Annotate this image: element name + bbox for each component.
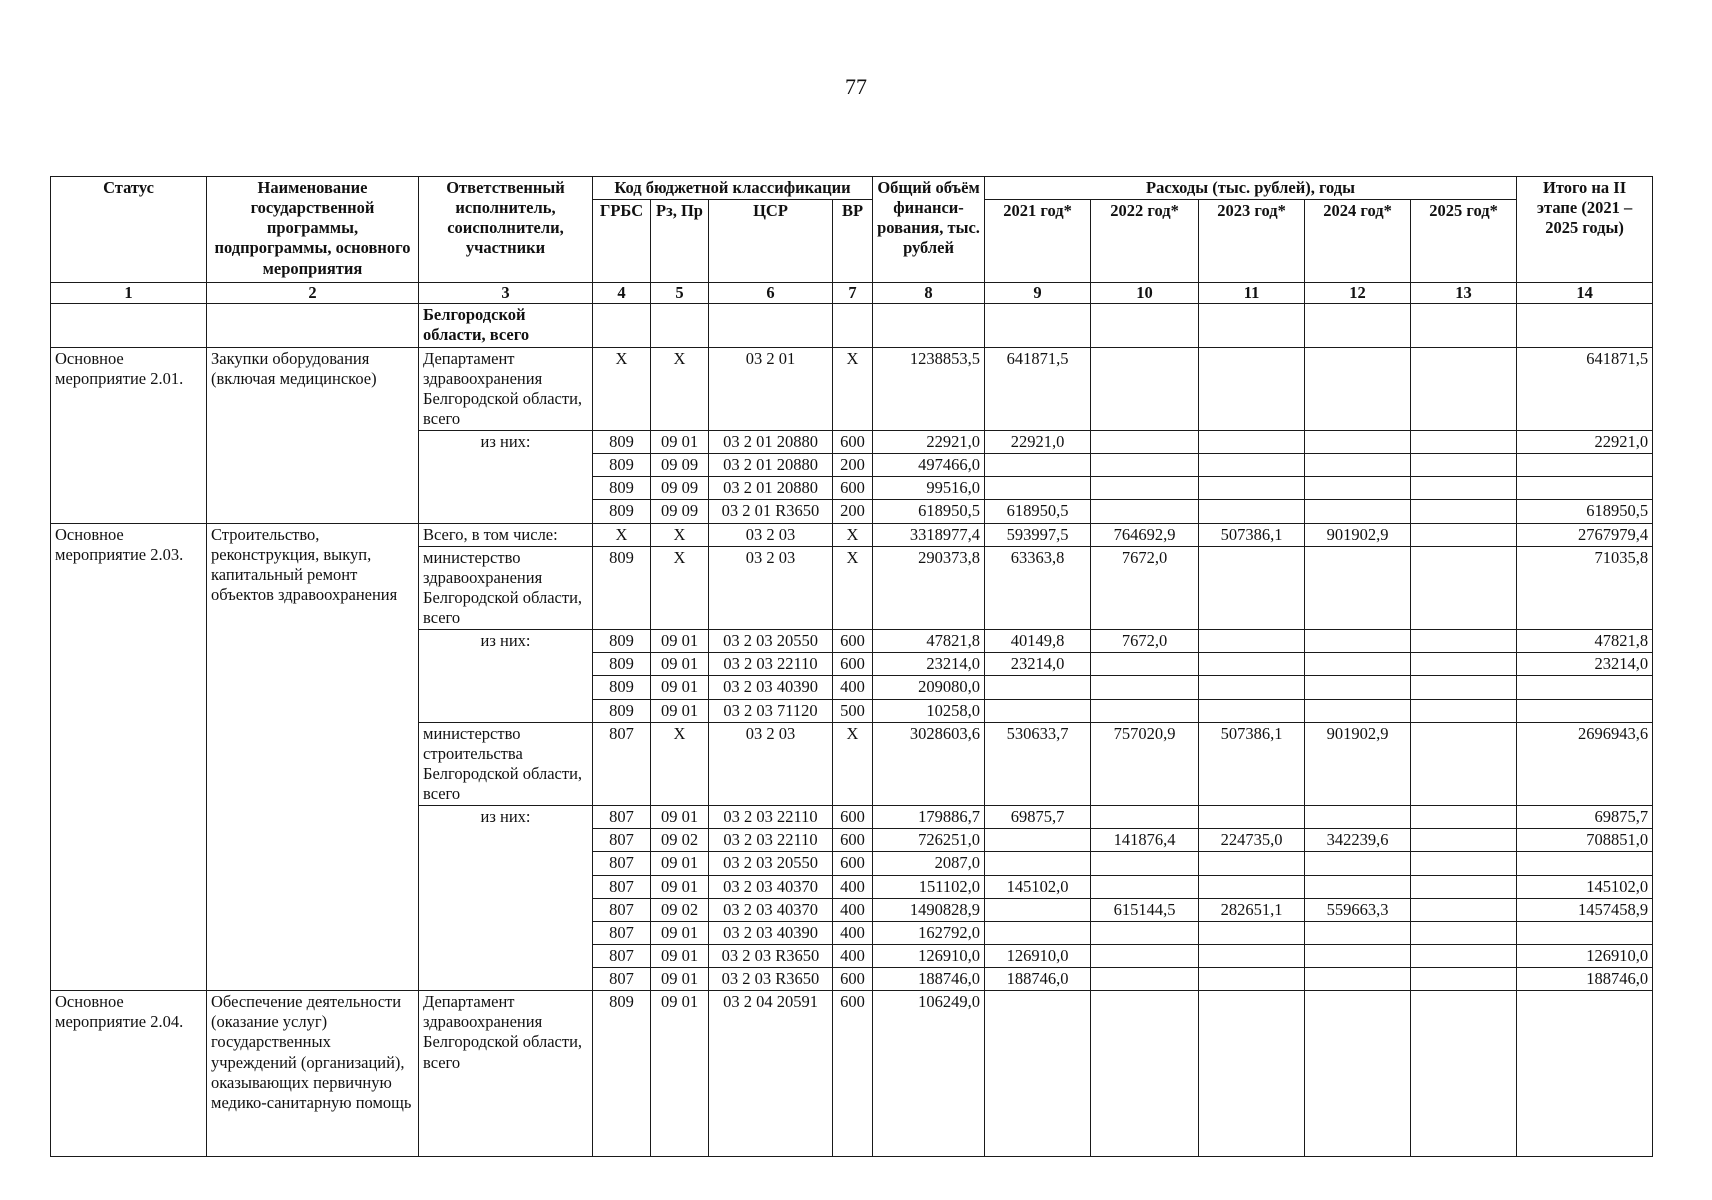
header-stage-total: Итого на II этапе (2021 – 2025 годы)	[1517, 177, 1653, 283]
year-2025-cell	[1411, 944, 1517, 967]
grbs-cell: 809	[593, 630, 651, 653]
grbs-cell: 809	[593, 676, 651, 699]
header-total-financing: Общий объём финанси-рования, тыс. рублей	[873, 177, 985, 283]
csr-cell: 03 2 03	[709, 546, 833, 630]
vr-cell: 600	[833, 991, 873, 1157]
program-name-cell: Закупки оборудования (включая медицинское)	[207, 347, 419, 523]
grbs-cell: 807	[593, 806, 651, 829]
csr-cell: 03 2 03 R3650	[709, 968, 833, 991]
grbs-cell	[593, 304, 651, 347]
year-2025-cell	[1411, 477, 1517, 500]
executor-cell: Белгородской области, всего	[419, 304, 593, 347]
year-2022-cell	[1091, 347, 1199, 431]
vr-cell: 500	[833, 699, 873, 722]
csr-cell: 03 2 03 R3650	[709, 944, 833, 967]
year-2024-cell: 901902,9	[1305, 523, 1411, 546]
total-cell: 1490828,9	[873, 898, 985, 921]
vr-cell: 600	[833, 653, 873, 676]
rzpr-cell: 09 01	[651, 431, 709, 454]
vr-cell: 400	[833, 944, 873, 967]
year-2021-cell	[985, 898, 1091, 921]
stage-total-cell: 641871,5	[1517, 347, 1653, 431]
rzpr-cell: 09 02	[651, 829, 709, 852]
column-number: 10	[1091, 283, 1199, 304]
executor-cell: министерство здравоохранения Белгородской области, всего	[419, 546, 593, 630]
header-year-2021: 2021 год*	[985, 200, 1091, 283]
vr-cell: 600	[833, 829, 873, 852]
year-2023-cell	[1199, 699, 1305, 722]
vr-cell: 600	[833, 852, 873, 875]
csr-cell: 03 2 03 40370	[709, 875, 833, 898]
total-cell: 497466,0	[873, 454, 985, 477]
stage-total-cell	[1517, 921, 1653, 944]
status-cell	[51, 304, 207, 347]
stage-total-cell: 1457458,9	[1517, 898, 1653, 921]
total-cell: 47821,8	[873, 630, 985, 653]
stage-total-cell: 69875,7	[1517, 806, 1653, 829]
year-2023-cell: 507386,1	[1199, 722, 1305, 806]
grbs-cell: 809	[593, 500, 651, 523]
year-2022-cell: 7672,0	[1091, 630, 1199, 653]
page-number: 77	[845, 74, 867, 99]
year-2022-cell	[1091, 676, 1199, 699]
year-2025-cell	[1411, 806, 1517, 829]
stage-total-cell: 2767979,4	[1517, 523, 1653, 546]
rzpr-cell: 09 01	[651, 676, 709, 699]
program-name-cell: Обеспечение деятельности (оказание услуг) государственных учреждений (организаций), оказывающих первичную медико-санитарную помощь	[207, 991, 419, 1157]
rzpr-cell: 09 01	[651, 944, 709, 967]
total-cell: 179886,7	[873, 806, 985, 829]
year-2022-cell	[1091, 304, 1199, 347]
year-2024-cell	[1305, 500, 1411, 523]
grbs-cell: 807	[593, 875, 651, 898]
column-number-row	[51, 283, 1653, 304]
total-cell: 99516,0	[873, 477, 985, 500]
year-2025-cell	[1411, 921, 1517, 944]
year-2024-cell	[1305, 806, 1411, 829]
csr-cell: 03 2 03 22110	[709, 653, 833, 676]
header-program-name: Наименование государственной программы, подпрограммы, основного мероприятия	[207, 177, 419, 283]
vr-cell: 200	[833, 500, 873, 523]
year-2021-cell: 641871,5	[985, 347, 1091, 431]
grbs-cell: 809	[593, 653, 651, 676]
csr-cell: 03 2 03 22110	[709, 829, 833, 852]
year-2021-cell: 69875,7	[985, 806, 1091, 829]
rzpr-cell: X	[651, 523, 709, 546]
year-2025-cell	[1411, 968, 1517, 991]
year-2022-cell: 764692,9	[1091, 523, 1199, 546]
rzpr-cell	[651, 304, 709, 347]
vr-cell: 200	[833, 454, 873, 477]
rzpr-cell: 09 01	[651, 991, 709, 1157]
header-executor: Ответственный исполнитель, соисполнители, участники	[419, 177, 593, 283]
rzpr-cell: 09 02	[651, 898, 709, 921]
stage-total-cell: 2696943,6	[1517, 722, 1653, 806]
year-2025-cell	[1411, 991, 1517, 1157]
grbs-cell: 809	[593, 546, 651, 630]
stage-total-cell	[1517, 304, 1653, 347]
year-2025-cell	[1411, 875, 1517, 898]
stage-total-cell: 23214,0	[1517, 653, 1653, 676]
year-2025-cell	[1411, 347, 1517, 431]
year-2023-cell	[1199, 991, 1305, 1157]
column-number: 12	[1305, 283, 1411, 304]
csr-cell: 03 2 03	[709, 523, 833, 546]
stage-total-cell: 618950,5	[1517, 500, 1653, 523]
total-cell: 209080,0	[873, 676, 985, 699]
column-number: 3	[419, 283, 593, 304]
header-year-2022: 2022 год*	[1091, 200, 1199, 283]
budget-table-container	[50, 176, 1652, 1157]
stage-total-cell: 145102,0	[1517, 875, 1653, 898]
year-2025-cell	[1411, 898, 1517, 921]
header-grbs: ГРБС	[593, 200, 651, 283]
year-2024-cell	[1305, 653, 1411, 676]
executor-cell: Всего, в том числе:	[419, 523, 593, 546]
csr-cell	[709, 304, 833, 347]
year-2024-cell	[1305, 944, 1411, 967]
column-number: 8	[873, 283, 985, 304]
year-2021-cell: 40149,8	[985, 630, 1091, 653]
csr-cell: 03 2 04 20591	[709, 991, 833, 1157]
rzpr-cell: 09 09	[651, 454, 709, 477]
year-2024-cell	[1305, 676, 1411, 699]
stage-total-cell	[1517, 454, 1653, 477]
rzpr-cell: 09 01	[651, 699, 709, 722]
table-row	[51, 347, 1653, 431]
year-2025-cell	[1411, 699, 1517, 722]
stage-total-cell	[1517, 676, 1653, 699]
year-2023-cell	[1199, 653, 1305, 676]
year-2022-cell: 615144,5	[1091, 898, 1199, 921]
year-2023-cell	[1199, 852, 1305, 875]
rzpr-cell: 09 01	[651, 875, 709, 898]
stage-total-cell: 47821,8	[1517, 630, 1653, 653]
year-2023-cell: 282651,1	[1199, 898, 1305, 921]
vr-cell: 400	[833, 898, 873, 921]
executor-cell: из них:	[419, 431, 593, 524]
year-2023-cell	[1199, 347, 1305, 431]
year-2021-cell: 22921,0	[985, 431, 1091, 454]
column-number: 9	[985, 283, 1091, 304]
year-2023-cell	[1199, 454, 1305, 477]
column-number: 2	[207, 283, 419, 304]
column-number: 7	[833, 283, 873, 304]
year-2025-cell	[1411, 630, 1517, 653]
total-cell: 3318977,4	[873, 523, 985, 546]
column-number: 4	[593, 283, 651, 304]
year-2024-cell	[1305, 852, 1411, 875]
csr-cell: 03 2 03 22110	[709, 806, 833, 829]
total-cell: 10258,0	[873, 699, 985, 722]
year-2024-cell	[1305, 347, 1411, 431]
csr-cell: 03 2 03 71120	[709, 699, 833, 722]
csr-cell: 03 2 03 20550	[709, 852, 833, 875]
column-number: 13	[1411, 283, 1517, 304]
year-2024-cell	[1305, 630, 1411, 653]
header-year-2024: 2024 год*	[1305, 200, 1411, 283]
total-cell: 162792,0	[873, 921, 985, 944]
year-2025-cell	[1411, 722, 1517, 806]
year-2022-cell	[1091, 653, 1199, 676]
csr-cell: 03 2 03 40390	[709, 921, 833, 944]
grbs-cell: 807	[593, 921, 651, 944]
column-number: 1	[51, 283, 207, 304]
header-status: Статус	[51, 177, 207, 283]
header-expenses-years: Расходы (тыс. рублей), годы	[985, 177, 1517, 200]
year-2022-cell: 7672,0	[1091, 546, 1199, 630]
year-2025-cell	[1411, 852, 1517, 875]
year-2021-cell	[985, 852, 1091, 875]
year-2024-cell	[1305, 991, 1411, 1157]
vr-cell: X	[833, 722, 873, 806]
year-2023-cell	[1199, 477, 1305, 500]
total-cell	[873, 304, 985, 347]
year-2023-cell: 224735,0	[1199, 829, 1305, 852]
rzpr-cell: 09 01	[651, 921, 709, 944]
rzpr-cell: 09 09	[651, 477, 709, 500]
year-2021-cell: 593997,5	[985, 523, 1091, 546]
year-2023-cell	[1199, 921, 1305, 944]
rzpr-cell: 09 01	[651, 968, 709, 991]
stage-total-cell	[1517, 852, 1653, 875]
year-2022-cell: 757020,9	[1091, 722, 1199, 806]
grbs-cell: X	[593, 523, 651, 546]
total-cell: 126910,0	[873, 944, 985, 967]
year-2023-cell	[1199, 944, 1305, 967]
executor-cell: Департамент здравоохранения Белгородской области, всего	[419, 991, 593, 1157]
year-2021-cell	[985, 699, 1091, 722]
total-cell: 618950,5	[873, 500, 985, 523]
vr-cell: 600	[833, 968, 873, 991]
year-2021-cell: 63363,8	[985, 546, 1091, 630]
year-2021-cell	[985, 829, 1091, 852]
csr-cell: 03 2 03 40370	[709, 898, 833, 921]
total-cell: 2087,0	[873, 852, 985, 875]
column-number: 6	[709, 283, 833, 304]
year-2024-cell	[1305, 304, 1411, 347]
year-2021-cell: 126910,0	[985, 944, 1091, 967]
year-2024-cell: 901902,9	[1305, 722, 1411, 806]
header-budget-code: Код бюджетной классификации	[593, 177, 873, 200]
year-2022-cell	[1091, 454, 1199, 477]
grbs-cell: 809	[593, 454, 651, 477]
vr-cell: X	[833, 523, 873, 546]
year-2021-cell	[985, 676, 1091, 699]
year-2023-cell	[1199, 546, 1305, 630]
year-2021-cell	[985, 304, 1091, 347]
vr-cell: 400	[833, 676, 873, 699]
rzpr-cell: 09 01	[651, 653, 709, 676]
year-2023-cell	[1199, 500, 1305, 523]
grbs-cell: 807	[593, 968, 651, 991]
year-2023-cell	[1199, 431, 1305, 454]
stage-total-cell	[1517, 991, 1653, 1157]
grbs-cell: 809	[593, 991, 651, 1157]
year-2022-cell	[1091, 852, 1199, 875]
year-2025-cell	[1411, 304, 1517, 347]
header-rzpr: Рз, Пр	[651, 200, 709, 283]
total-cell: 151102,0	[873, 875, 985, 898]
grbs-cell: 807	[593, 898, 651, 921]
header-year-2023: 2023 год*	[1199, 200, 1305, 283]
year-2022-cell	[1091, 699, 1199, 722]
grbs-cell: 807	[593, 852, 651, 875]
program-name-cell	[207, 304, 419, 347]
rzpr-cell: 09 01	[651, 806, 709, 829]
table-row	[51, 304, 1653, 347]
status-cell: Основное мероприятие 2.04.	[51, 991, 207, 1157]
program-name-cell: Строительство, реконструкция, выкуп, капитальный ремонт объектов здравоохранения	[207, 523, 419, 991]
year-2024-cell	[1305, 431, 1411, 454]
year-2024-cell	[1305, 454, 1411, 477]
year-2025-cell	[1411, 523, 1517, 546]
csr-cell: 03 2 03	[709, 722, 833, 806]
vr-cell: 400	[833, 921, 873, 944]
year-2021-cell: 23214,0	[985, 653, 1091, 676]
vr-cell: 600	[833, 630, 873, 653]
year-2023-cell	[1199, 676, 1305, 699]
year-2025-cell	[1411, 829, 1517, 852]
year-2023-cell	[1199, 875, 1305, 898]
csr-cell: 03 2 03 20550	[709, 630, 833, 653]
year-2021-cell: 145102,0	[985, 875, 1091, 898]
year-2023-cell	[1199, 630, 1305, 653]
year-2021-cell	[985, 454, 1091, 477]
year-2023-cell	[1199, 968, 1305, 991]
header-year-2025: 2025 год*	[1411, 200, 1517, 283]
csr-cell: 03 2 03 40390	[709, 676, 833, 699]
executor-cell: Департамент здравоохранения Белгородской области, всего	[419, 347, 593, 431]
rzpr-cell: X	[651, 722, 709, 806]
year-2024-cell	[1305, 477, 1411, 500]
grbs-cell: 809	[593, 477, 651, 500]
stage-total-cell	[1517, 699, 1653, 722]
year-2022-cell	[1091, 921, 1199, 944]
rzpr-cell: 09 09	[651, 500, 709, 523]
budget-table	[50, 176, 1653, 1157]
year-2024-cell	[1305, 546, 1411, 630]
executor-cell: министерство строительства Белгородской области, всего	[419, 722, 593, 806]
stage-total-cell	[1517, 477, 1653, 500]
total-cell: 22921,0	[873, 431, 985, 454]
year-2022-cell: 141876,4	[1091, 829, 1199, 852]
grbs-cell: 807	[593, 944, 651, 967]
year-2025-cell	[1411, 454, 1517, 477]
csr-cell: 03 2 01 20880	[709, 454, 833, 477]
year-2022-cell	[1091, 875, 1199, 898]
column-number: 11	[1199, 283, 1305, 304]
executor-cell: из них:	[419, 806, 593, 991]
csr-cell: 03 2 01 R3650	[709, 500, 833, 523]
stage-total-cell: 71035,8	[1517, 546, 1653, 630]
header-csr: ЦСР	[709, 200, 833, 283]
stage-total-cell: 126910,0	[1517, 944, 1653, 967]
status-cell: Основное мероприятие 2.03.	[51, 523, 207, 991]
rzpr-cell: 09 01	[651, 630, 709, 653]
header-vr: ВР	[833, 200, 873, 283]
csr-cell: 03 2 01 20880	[709, 431, 833, 454]
column-number: 14	[1517, 283, 1653, 304]
year-2023-cell	[1199, 806, 1305, 829]
rzpr-cell: 09 01	[651, 852, 709, 875]
vr-cell: 600	[833, 431, 873, 454]
year-2024-cell	[1305, 921, 1411, 944]
year-2022-cell	[1091, 944, 1199, 967]
table-row	[51, 991, 1653, 1157]
total-cell: 290373,8	[873, 546, 985, 630]
csr-cell: 03 2 01	[709, 347, 833, 431]
executor-cell: из них:	[419, 630, 593, 723]
total-cell: 1238853,5	[873, 347, 985, 431]
grbs-cell: X	[593, 347, 651, 431]
vr-cell	[833, 304, 873, 347]
year-2025-cell	[1411, 546, 1517, 630]
year-2022-cell	[1091, 806, 1199, 829]
vr-cell: X	[833, 347, 873, 431]
year-2025-cell	[1411, 676, 1517, 699]
table-row	[51, 523, 1653, 546]
status-cell: Основное мероприятие 2.01.	[51, 347, 207, 523]
rzpr-cell: X	[651, 347, 709, 431]
year-2025-cell	[1411, 653, 1517, 676]
vr-cell: 600	[833, 477, 873, 500]
year-2022-cell	[1091, 968, 1199, 991]
grbs-cell: 807	[593, 829, 651, 852]
total-cell: 106249,0	[873, 991, 985, 1157]
total-cell: 3028603,6	[873, 722, 985, 806]
vr-cell: X	[833, 546, 873, 630]
year-2021-cell: 530633,7	[985, 722, 1091, 806]
total-cell: 188746,0	[873, 968, 985, 991]
year-2024-cell	[1305, 968, 1411, 991]
year-2024-cell: 342239,6	[1305, 829, 1411, 852]
year-2021-cell	[985, 991, 1091, 1157]
year-2023-cell	[1199, 304, 1305, 347]
column-number: 5	[651, 283, 709, 304]
year-2024-cell: 559663,3	[1305, 898, 1411, 921]
vr-cell: 400	[833, 875, 873, 898]
year-2021-cell	[985, 921, 1091, 944]
year-2025-cell	[1411, 500, 1517, 523]
year-2022-cell	[1091, 991, 1199, 1157]
csr-cell: 03 2 01 20880	[709, 477, 833, 500]
stage-total-cell: 708851,0	[1517, 829, 1653, 852]
year-2024-cell	[1305, 875, 1411, 898]
year-2022-cell	[1091, 431, 1199, 454]
stage-total-cell: 188746,0	[1517, 968, 1653, 991]
year-2021-cell: 188746,0	[985, 968, 1091, 991]
total-cell: 726251,0	[873, 829, 985, 852]
year-2022-cell	[1091, 500, 1199, 523]
total-cell: 23214,0	[873, 653, 985, 676]
grbs-cell: 807	[593, 722, 651, 806]
vr-cell: 600	[833, 806, 873, 829]
grbs-cell: 809	[593, 431, 651, 454]
year-2025-cell	[1411, 431, 1517, 454]
year-2021-cell: 618950,5	[985, 500, 1091, 523]
stage-total-cell: 22921,0	[1517, 431, 1653, 454]
year-2022-cell	[1091, 477, 1199, 500]
year-2021-cell	[985, 477, 1091, 500]
grbs-cell: 809	[593, 699, 651, 722]
year-2023-cell: 507386,1	[1199, 523, 1305, 546]
year-2024-cell	[1305, 699, 1411, 722]
rzpr-cell: X	[651, 546, 709, 630]
